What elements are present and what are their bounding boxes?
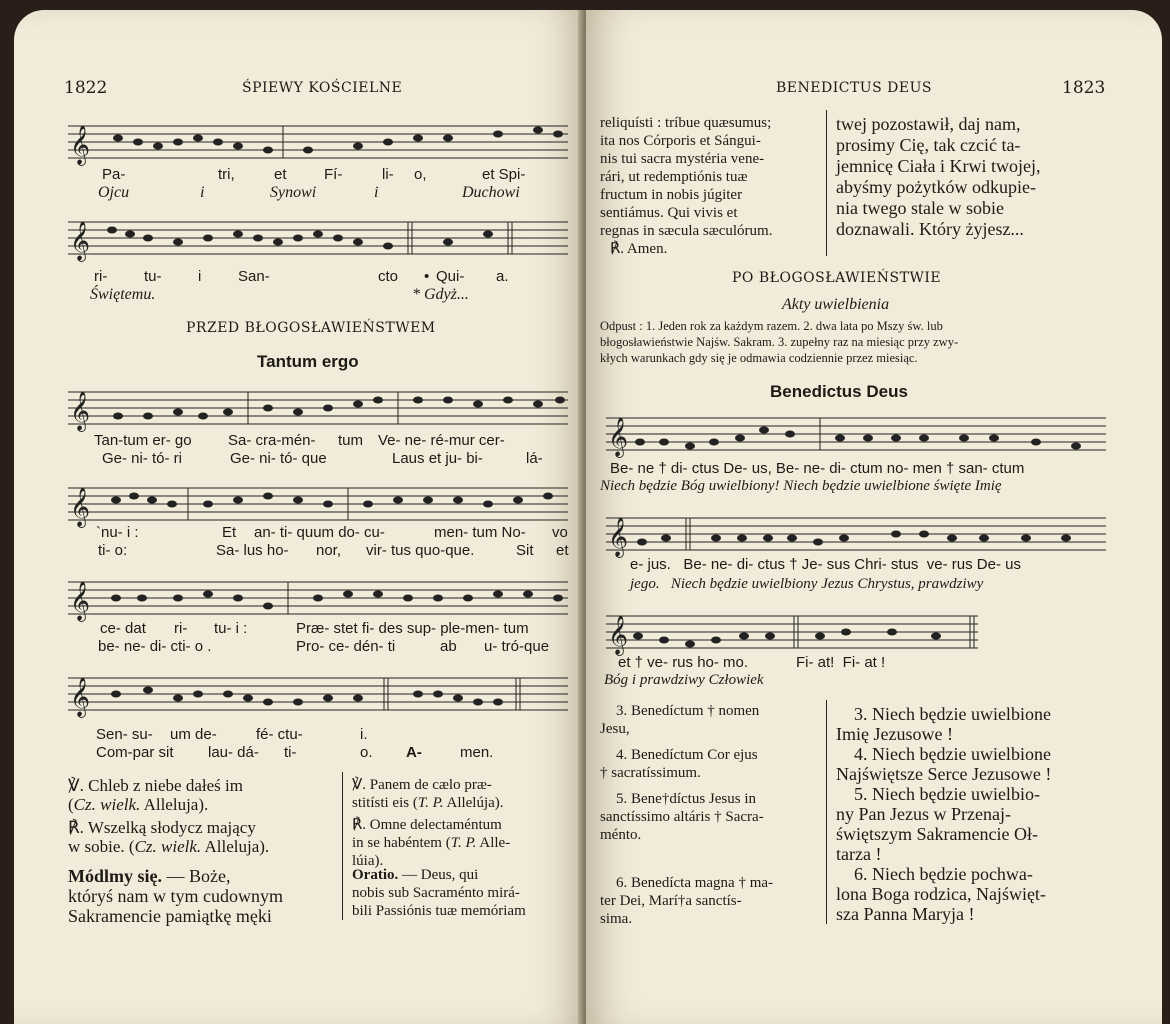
music-staff-2 bbox=[68, 214, 568, 262]
staff-r1-polish: Niech będzie Bóg uwielbiony! Niech będzie uwielbione święte Imię bbox=[600, 478, 1002, 494]
column-divider-right-bottom bbox=[826, 700, 827, 924]
right-page bbox=[586, 10, 1162, 1024]
svg-text:𝄞: 𝄞 bbox=[70, 487, 91, 527]
staff-r3-fiat: Fi- at! Fi- at ! bbox=[796, 654, 886, 671]
hymn-title-tantum-ergo: Tantum ergo bbox=[257, 352, 359, 371]
left-page bbox=[14, 10, 584, 1024]
column-divider-right-top bbox=[826, 110, 827, 256]
staff-1-latin: Pa- tri, et Fí- li- o, et Spi- bbox=[102, 166, 526, 183]
column-divider-left bbox=[342, 772, 343, 920]
latin-prayer-continuation: reliquísti : tríbue quæsumus; ita nos Córporis et Sángui- nis tui sacra mystéria vene- rári, ut redemptiónis tuæ fructum in nobis júgiter sentiámus. Qui vivis et regnas in sæcula sæculórum. ℟. Amen. bbox=[600, 115, 773, 257]
staff-4-line-1: `nu- i : Et an- ti- quum do- cu- men- tum No- vo bbox=[96, 524, 568, 541]
section-title-before: PRZED BŁOGOSŁAWIEŃSTWEM bbox=[186, 320, 436, 336]
polish-versicle-block: ℣. Chleb z niebe dałeś im (Cz. wielk. Alleluja). ℟. Wszelką słodycz mający w sobie. (Cz. wielk. Alleluja). bbox=[68, 776, 270, 856]
page-number-right: 1823 bbox=[1062, 78, 1106, 98]
staff-3-line-2: Ge- ni- tó- ri Ge- ni- tó- que Laus et ju- bi- lá- bbox=[102, 450, 543, 467]
staff-r2-polish: jego. Niech będzie uwielbiony Jezus Chrystus, prawdziwy bbox=[630, 576, 984, 592]
subtitle-akty: Akty uwielbienia bbox=[782, 296, 890, 313]
svg-text:𝄞: 𝄞 bbox=[608, 417, 629, 457]
music-staff-1 bbox=[68, 118, 568, 166]
staff-r3-polish: Bóg i prawdziwy Człowiek bbox=[604, 672, 764, 688]
svg-text:𝄞: 𝄞 bbox=[70, 677, 91, 717]
svg-text:𝄞: 𝄞 bbox=[70, 391, 91, 431]
svg-text:𝄞: 𝄞 bbox=[70, 581, 91, 621]
svg-text:𝄞: 𝄞 bbox=[70, 125, 91, 165]
music-staff-r3 bbox=[606, 608, 978, 656]
section-title-after: PO BŁOGOSŁAWIEŃSTWIE bbox=[732, 270, 942, 286]
polish-prayer-continuation: twej pozostawił, daj nam, prosimy Cię, tak czcić ta- jemnicę Ciała i Krwi twojej, abyśmy pożytków odkupie- nia twego stale w sobie doznawali. Który żyjesz... bbox=[836, 114, 1041, 239]
music-staff-r2 bbox=[606, 510, 1106, 558]
staff-2-latin: ri- tu- i San- cto • Qui- a. bbox=[94, 268, 509, 285]
staff-6-line-2: Com-par sit lau- dá- ti- o. A- men. bbox=[96, 744, 494, 761]
svg-text:𝄞: 𝄞 bbox=[608, 517, 629, 557]
staff-3-line-1: Tan-tum er- go Sa- cra-mén- tum Ve- ne- ré-mur cer- bbox=[94, 432, 505, 449]
polish-prayer: Módlmy się. — Boże, któryś nam w tym cudownym Sakramencie pamiątkę męki bbox=[68, 866, 283, 926]
staff-6-line-1: Sen- su- um de- fé- ctu- i. bbox=[96, 726, 368, 743]
music-staff-5 bbox=[68, 574, 568, 622]
indulgence-note: Odpust : 1. Jeden rok za każdym razem. 2. dwa lata po Mszy św. lub błogosławieństwie Najśw. Sakram. 3. zupełny raz na miesiąc przy zwy- kłych warunkach gdy się je odmawia codziennie przez miesiąc. bbox=[600, 319, 959, 365]
staff-5-line-1: ce- dat ri- tu- i : Præ- stet fi- des sup- ple-men- tum bbox=[100, 620, 529, 637]
music-staff-4 bbox=[68, 480, 568, 528]
acclamations-latin: 3. Benedíctum † nomen Jesu, 4. Benedíctum Cor ejus † sacratíssimum. 5. Bene†díctus Jesus in sanctíssimo altáris † Sacra- ménto. 6. Benedícta magna † ma- ter Dei, Marí†a sanctís- sima. bbox=[600, 703, 774, 927]
latin-oratio: Oratio. — Deus, qui nobis sub Sacraménto mirá- bili Passiónis tuæ memóriam bbox=[352, 867, 526, 919]
staff-4-line-2: ti- o: Sa- lus ho- nor, vir- tus quo-que. Sit et bbox=[98, 542, 569, 559]
svg-text:𝄞: 𝄞 bbox=[70, 221, 91, 261]
staff-r1-latin: Be- ne † di- ctus De- us, Be- ne- di- ctum no- men † san- ctum bbox=[610, 460, 1025, 477]
hymn-title-benedictus: Benedictus Deus bbox=[770, 382, 908, 401]
staff-2-polish: Świętemu. * Gdyż... bbox=[90, 286, 469, 303]
music-staff-3 bbox=[68, 384, 568, 432]
staff-r3-latin: et † ve- rus ho- mo. bbox=[618, 654, 749, 671]
staff-r2-latin: e- jus. Be- ne- di- ctus † Je- sus Chri- stus ve- rus De- us bbox=[630, 556, 1021, 573]
running-head-right: BENEDICTUS DEUS bbox=[776, 80, 932, 96]
staff-1-polish: Ojcu i Synowi i Duchowi bbox=[98, 184, 520, 201]
acclamations-polish: 3. Niech będzie uwielbione Imię Jezusowe ! 4. Niech będzie uwielbione Najświętsze Serce Jezusowe ! 5. Niech będzie uwielbio- ny Pan Jezus w Przenaj- świętszym Sakramencie Oł- tarza ! 6. Niech będzie pochwa- lona Boga rodzica, Najświęt- sza Panna Maryja ! bbox=[836, 704, 1052, 924]
latin-versicle-block: ℣. Panem de cælo præ- stitísti eis (T. P. Allelúja). ℟. Omne delectaméntum in se habéntem (T. P. Alle- lúia). bbox=[352, 777, 511, 869]
music-staff-r1 bbox=[606, 410, 1106, 458]
staff-5-line-2: be- ne- di- cti- o . Pro- ce- dén- ti ab u- tró-que bbox=[98, 638, 550, 655]
music-staff-6 bbox=[68, 670, 568, 718]
svg-text:𝄞: 𝄞 bbox=[608, 615, 629, 655]
page-number-left: 1822 bbox=[64, 78, 108, 98]
running-head-left: ŚPIEWY KOŚCIELNE bbox=[242, 80, 403, 96]
